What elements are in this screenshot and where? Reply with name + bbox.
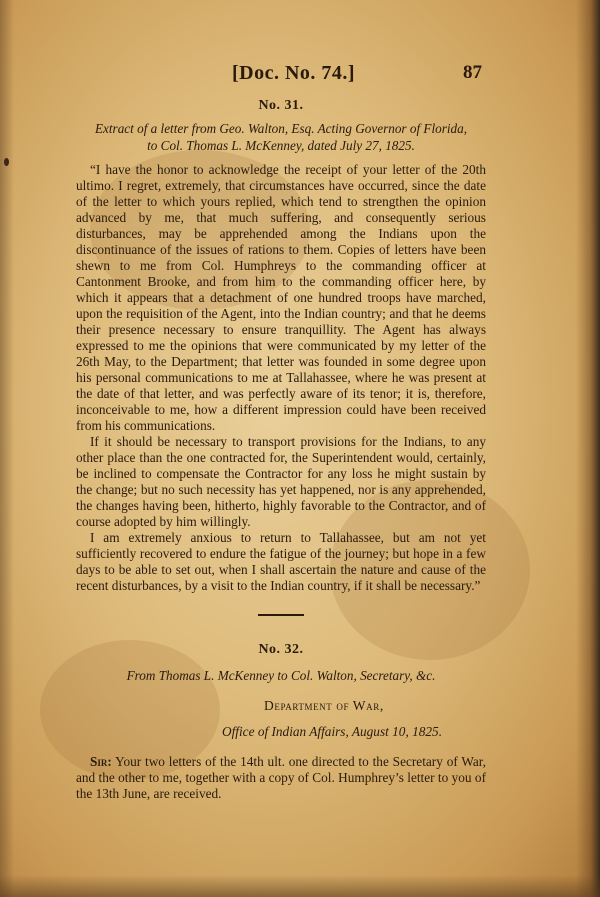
letter-31-heading [76, 120, 486, 154]
letter-32-body-text: Your two letters of the 14th ult. one directed to the Secretary of War, and the other to me, together with a copy of Col. Humphrey’s letter to you of the 13th June, are received. [76, 754, 486, 801]
page-number: 87 [463, 62, 482, 83]
page-right-edge [576, 0, 600, 897]
letter-32-office-date: Office of Indian Affairs, August 10, 1825. [222, 724, 443, 739]
page-content [76, 98, 486, 802]
letter-32-body [76, 754, 486, 802]
document-reference: [Doc. No. 74.] [232, 62, 356, 84]
letter-31-number: No. 31. [258, 98, 304, 113]
letter-31-heading-line-2: to Col. Thomas L. McKenney, dated July 27, 1825. [147, 138, 415, 153]
letter-31-heading-line-1: Extract of a letter from Geo. Walton, Esq. Acting Governor of Florida, [94, 121, 468, 136]
letter-32-department: Department of War, [264, 698, 384, 713]
letter-32-number: No. 32. [258, 642, 304, 657]
page-bottom-edge [0, 875, 600, 897]
running-header [0, 62, 600, 92]
letter-31-paragraph: If it should be necessary to transport provisions for the Indians, to any other place than the one contracted for, the Superintendent would, certainly, be inclined to compensate the Contractor for any loss he might sustain by the change; but no such necessity has yet happened, nor is any apprehended, the changes having been, hitherto, highly favorable to the Contractor, and of course adopted by him willingly. [76, 434, 486, 529]
letter-31-paragraph: “I have the honor to acknowledge the receipt of your letter of the 20th ultimo. I regret, extremely, that circumstances have occurred, since the date of the letter to which yours replied, which tend to strengthen the opinion advanced by me, that much suffering, and consequently serious disturbances, may be apprehended among the Indians upon the discontinuance of the issues of rations to them. Copies of letters have been shewn to me from Col. Humphreys to the commanding officer at Cantonment Brooke, and from him to the commanding officer here, by which it appears that a detachment of one hundred troops have marched, upon the requisition of the Agent, into the Indian country; and that he deems their presence necessary to ensure tranquillity. The Agent has always expressed to me the opinions that were communicated by my letter of the 26th May, to the Department; that letter was founded in some degree upon his personal communications to me at Tallahassee, where he was present at the date of that letter, and was perfectly aware of its tenor; it is, therefore, inconceivable to me, how a different impression could have been received from his communications. [76, 162, 486, 433]
section-divider [258, 614, 304, 616]
letter-32-salutation: Sir: [90, 754, 112, 769]
binding-hole [4, 158, 9, 166]
letter-32-from-line: From Thomas L. McKenney to Col. Walton, Secretary, &c. [126, 668, 436, 683]
page-left-edge [0, 0, 14, 897]
letter-31-paragraph: I am extremely anxious to return to Tallahassee, but am not yet sufficiently recovered to endure the fatigue of the journey; but hope in a few days to be able to set out, when I shall ascertain the nature and cause of the recent disturbances, by a visit to the Indian country, if it shall be necessary.” [76, 530, 486, 593]
